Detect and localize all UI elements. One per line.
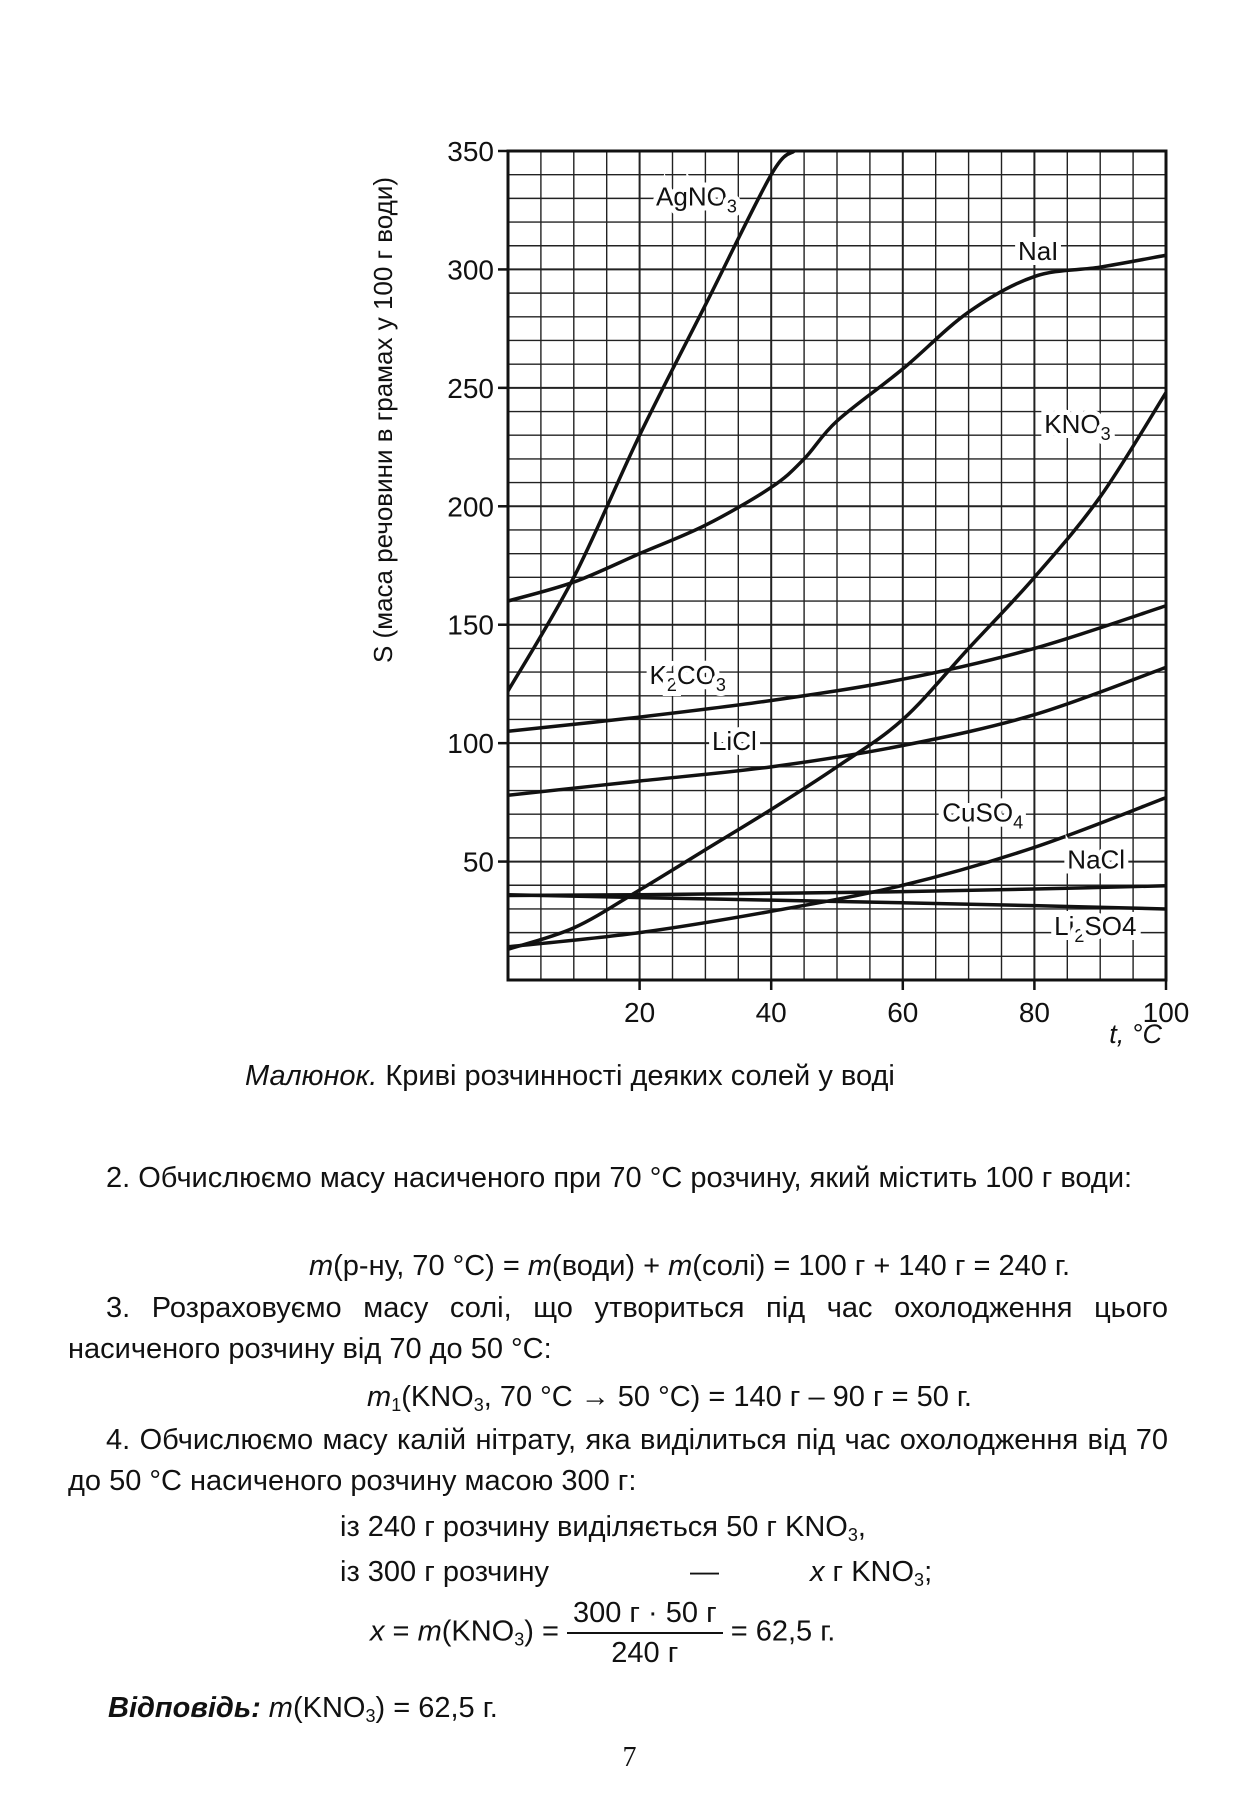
eq1-m2: m [527,1250,553,1282]
y-tick-label: 300 [447,254,494,286]
answer-a: (KNO [292,1692,366,1724]
answer-sub: 3 [365,1706,376,1726]
eq3-m: m [417,1615,442,1648]
equation-1 [0,1246,1259,1287]
eq3-x: x [370,1615,385,1648]
x-tick-label: 100 [1142,997,1190,1028]
eq1-m3: m [668,1250,693,1282]
eq2-a: (KNO [401,1381,474,1413]
x-axis-label: t, °C [1109,1019,1162,1049]
line-b-end: ; [924,1556,933,1588]
eq1-c: (солі) = 100 г + 140 г = 240 г. [692,1250,1071,1282]
series-label-cuso4: CuSO$_4$ [942,797,1024,833]
step-2-paragraph: 2. Обчислюємо масу насиченого при 70 °С розчину, який містить 100 г води: [106,1162,1133,1194]
answer-line [108,1688,498,1729]
caption-label: Малюнок. [245,1060,378,1092]
series-label-k2co3: $K_2CO_3$ [649,659,726,695]
eq2-sub2: 3 [473,1395,484,1415]
chart-labels [649,181,1136,946]
series-label-li2so4: $Li_2SO4$ [1054,910,1137,946]
y-tick-label: 350 [447,136,494,167]
series-label-agno3: AgNO$_3$ [656,181,737,217]
eq2-b: , 70 °С → 50 °С) = 140 г – 90 г = 50 г. [483,1381,972,1413]
y-tick-label: 250 [447,372,494,404]
step-3-paragraph: 3. Розраховуємо масу солі, що утвориться під час охолодження цього насиченого розчину від 70 до 50 °С: [68,1292,1168,1365]
eq3-fraction [567,1594,723,1672]
line-a-text: із 240 г розчину виділяється 50 г KNO [340,1511,848,1543]
proportion-line-b [340,1552,1040,1593]
eq1-a: (р-ну, 70 °С) = [333,1250,528,1282]
page-number: 7 [622,1742,637,1773]
line-b-text: із 300 г розчину [340,1556,549,1588]
figure-caption [245,1060,1045,1093]
step-4-paragraph: 4. Обчислюємо масу калій нітрату, яка виділиться під час охолодження від 70 до 50 °С насиченого розчину масою 300 г: [68,1424,1168,1497]
y-tick-label: 150 [447,609,494,641]
line-b-sub: 3 [914,1570,925,1590]
x-tick-label: 60 [887,997,919,1028]
line-b-dash: — [690,1556,719,1588]
eq1-m1: m [308,1250,334,1282]
line-a-end: , [857,1511,866,1543]
series-label-nacl: NaCl [1067,844,1126,875]
proportion-line-a [340,1507,866,1548]
answer-b: ) = 62,5 г. [375,1692,498,1724]
equation-2 [0,1377,1259,1418]
x-tick-label: 40 [755,997,787,1028]
x-tick-label: 80 [1018,997,1050,1028]
series-line-agno3 [508,151,794,691]
caption-text: Криві розчинності деяких солей у воді [377,1060,895,1092]
eq3-numerator: 300 г · 50 г [567,1594,723,1634]
eq3-denominator: 240 г [611,1637,679,1669]
line-a-sub: 3 [847,1525,858,1545]
series-label-kno3: $KNO_3$ [1044,408,1111,444]
answer-m: m [268,1692,293,1724]
y-tick-label: 100 [447,728,494,760]
eq1-b: (води) + [552,1250,669,1282]
equation-3 [370,1594,835,1672]
eq3-sub: 3 [514,1629,525,1650]
y-tick-label: 200 [447,491,494,523]
eq2-sub: 1 [391,1395,402,1415]
series-label-licl: LiCl [711,726,757,757]
line-b-x: x [810,1556,825,1588]
eq2-m: m [367,1381,392,1413]
eq3-b: (KNO [441,1615,515,1648]
eq3-c: ) = [524,1615,567,1648]
eq3-a: = [384,1615,418,1648]
y-tick-label: 50 [462,846,494,878]
line-b-unit: г KNO [824,1556,915,1588]
answer-label: Відповідь: [108,1692,261,1724]
series-label-nai: NaI [1017,235,1059,266]
y-axis-label: S (маса речовини в грамах у 100 г води) [368,176,398,664]
eq3-d: = 62,5 г. [722,1615,836,1648]
x-tick-label: 20 [624,997,656,1028]
